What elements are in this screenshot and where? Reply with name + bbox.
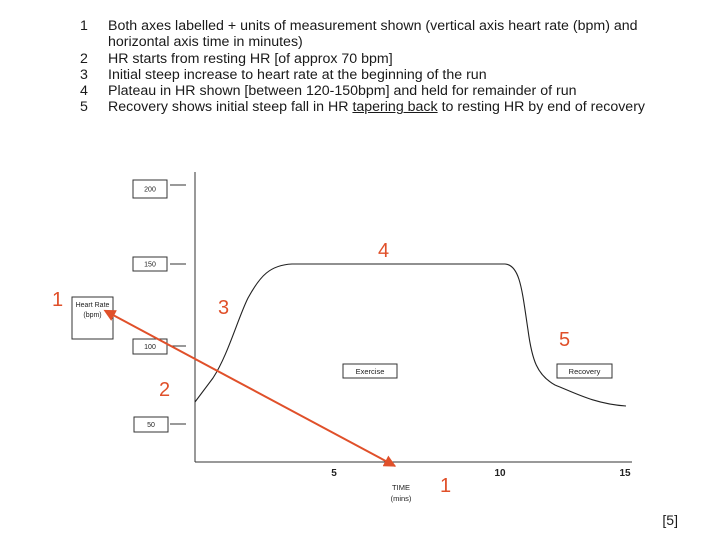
criterion-4: 4 Plateau in HR shown [between 120-150bpm] and held for remainder of run (80, 83, 577, 100)
y-tick-label-200: 200 (144, 186, 156, 194)
recovery-label: Recovery (568, 367, 601, 376)
y-tick-label-150: 150 (144, 261, 156, 269)
annotation-4: 4 (378, 240, 390, 262)
exercise-label: Exercise (355, 367, 385, 376)
criterion-2: 2 HR starts from resting HR [of approx 70 bpm] (80, 50, 393, 67)
criterion-5: 5 Recovery shows initial steep fall in HR tapering back to resting HR by end of recovery (80, 99, 646, 116)
annotation-1-bottom: 1 (440, 475, 452, 497)
x-axis-title-line1: TIME (392, 483, 410, 492)
annotation-1-left: 1 (52, 289, 64, 311)
y-axis-title-line2: (bpm) (83, 312, 102, 319)
x-tick-label-5: 5 (331, 468, 337, 479)
y-axis-title-line1: Heart Rate (75, 302, 110, 309)
total-marks: [5] (662, 512, 678, 528)
annotation-5: 5 (559, 329, 571, 351)
axes-arrow (113, 315, 395, 466)
x-tick-label-15: 15 (619, 468, 631, 479)
x-axis-title-line2: (mins) (390, 494, 412, 503)
criterion-3: 3 Initial steep increase to heart rate at the beginning of the run (80, 66, 487, 83)
annotation-3: 3 (218, 297, 230, 319)
annotation-2: 2 (159, 379, 171, 401)
y-tick-label-100: 100 (144, 344, 156, 351)
criterion-1: 1 Both axes labelled + units of measurement shown (vertical axis heart rate (bpm) and horizontal axis time in minutes) (80, 18, 638, 51)
x-tick-label-10: 10 (494, 468, 506, 479)
y-tick-label-50: 50 (147, 422, 155, 429)
